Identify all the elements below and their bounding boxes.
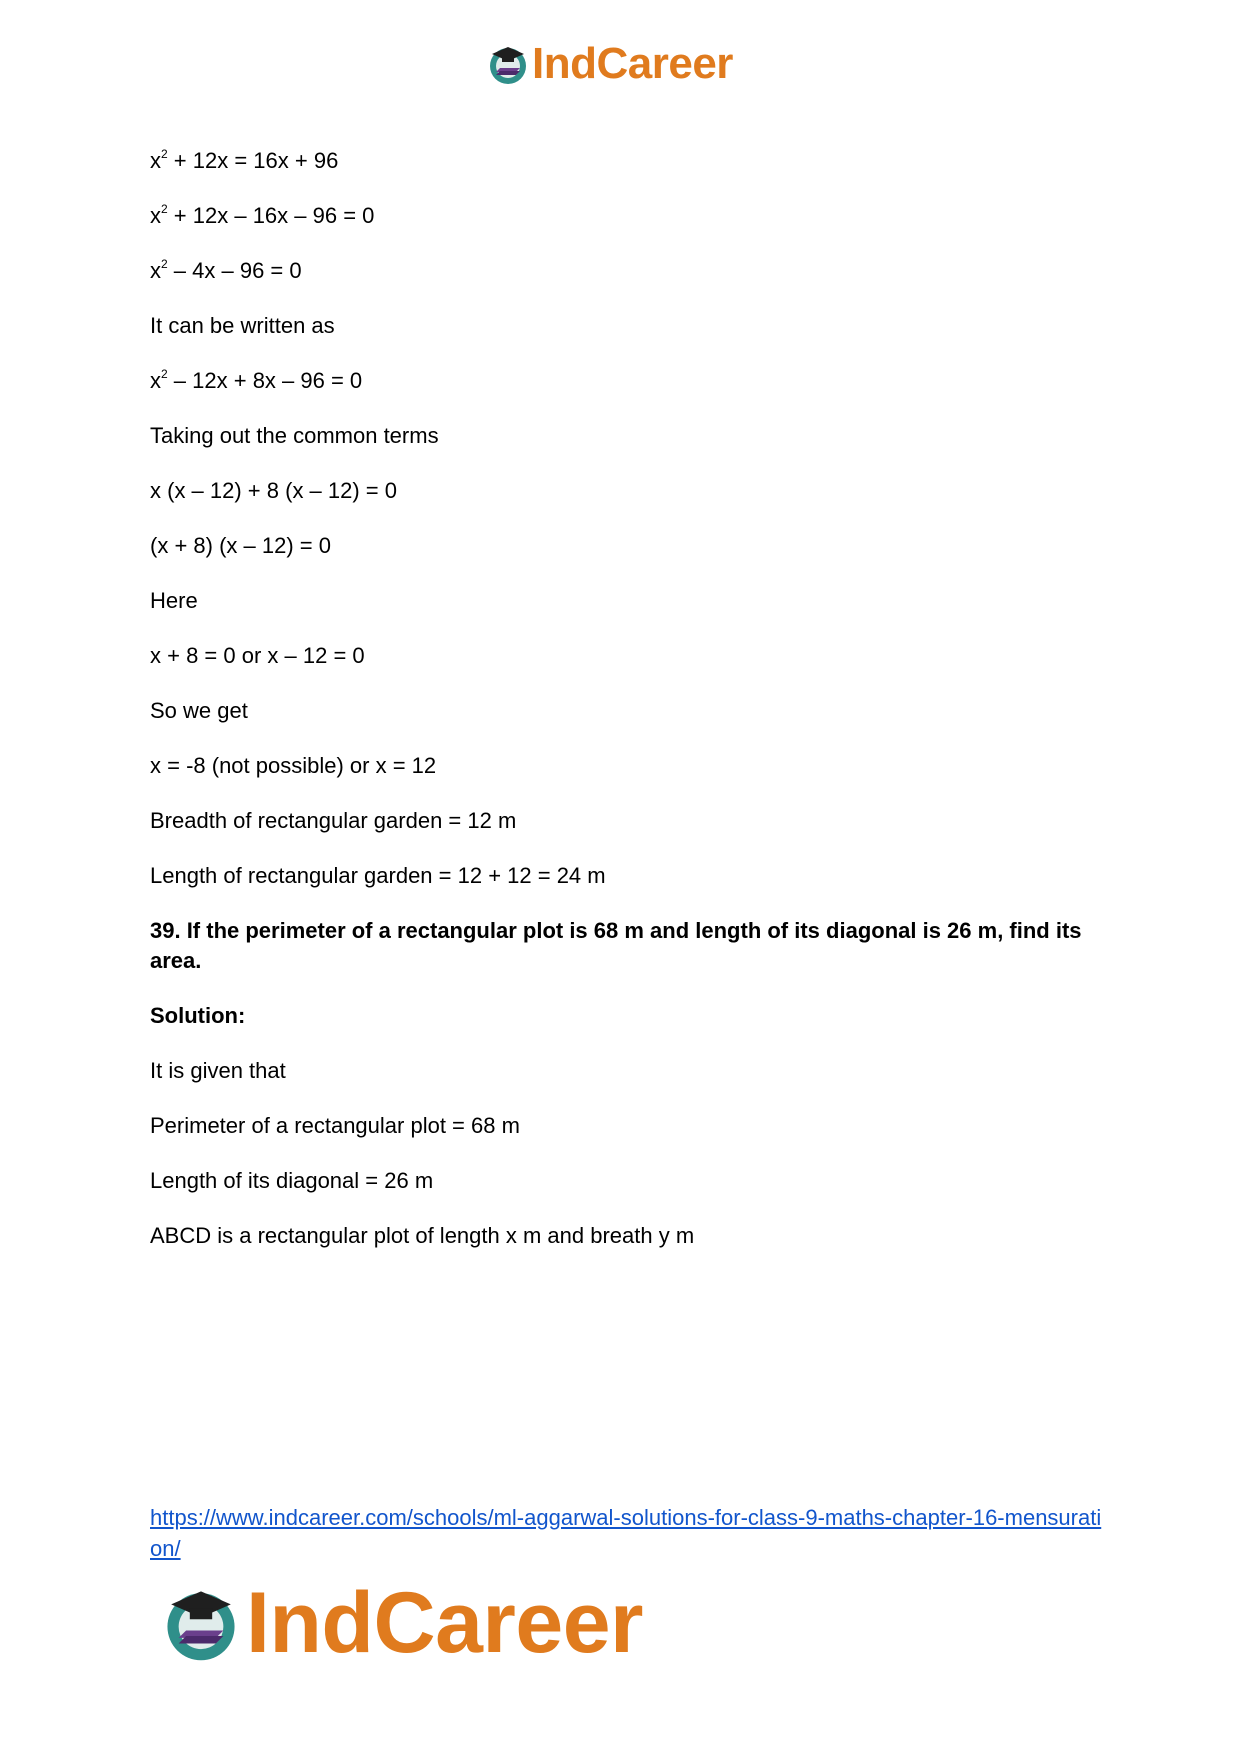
equation-exponent: 2 bbox=[161, 256, 168, 271]
equation-exponent: 2 bbox=[161, 146, 168, 161]
working-line: Length of rectangular garden = 12 + 12 = 24 m bbox=[150, 863, 606, 888]
working-line: x + 8 = 0 or x – 12 = 0 bbox=[150, 643, 365, 668]
brand-wordmark: IndCareer bbox=[532, 39, 733, 88]
footer-link-container bbox=[150, 1502, 1110, 1564]
indcareer-logo-footer bbox=[160, 1574, 643, 1671]
working-line: x = -8 (not possible) or x = 12 bbox=[150, 753, 437, 778]
solution-line: ABCD is a rectangular plot of length x m and breath y m bbox=[150, 1223, 695, 1248]
source-url-link[interactable]: https://www.indcareer.com/schools/ml-aggarwal-solutions-for-class-9-maths-chapter-16-mensuration/ bbox=[150, 1505, 1102, 1561]
equation-rest: + 12x = 16x + 96 bbox=[167, 148, 339, 173]
working-line: It can be written as bbox=[150, 313, 335, 338]
solution-lines bbox=[150, 1056, 1100, 1251]
equation-rest: + 12x – 16x – 96 = 0 bbox=[167, 203, 375, 228]
working-lines bbox=[150, 146, 1100, 891]
brand-wordmark: IndCareer bbox=[246, 1574, 643, 1671]
equation-base: x bbox=[150, 258, 161, 283]
equation-rest: – 4x – 96 = 0 bbox=[167, 258, 302, 283]
graduation-cap-book-icon bbox=[486, 42, 530, 86]
working-line: (x + 8) (x – 12) = 0 bbox=[150, 533, 331, 558]
working-line bbox=[150, 366, 1100, 396]
working-line bbox=[150, 146, 1100, 176]
equation-base: x bbox=[150, 148, 161, 173]
working-line: Here bbox=[150, 588, 198, 613]
working-line: Breadth of rectangular garden = 12 m bbox=[150, 808, 517, 833]
graduation-cap-book-icon bbox=[160, 1582, 242, 1664]
equation-base: x bbox=[150, 203, 161, 228]
working-line bbox=[150, 201, 1100, 231]
solution-label: Solution: bbox=[150, 1003, 246, 1028]
working-line: x (x – 12) + 8 (x – 12) = 0 bbox=[150, 478, 398, 503]
solution-line: Perimeter of a rectangular plot = 68 m bbox=[150, 1113, 520, 1138]
equation-exponent: 2 bbox=[161, 201, 168, 216]
solution-line: It is given that bbox=[150, 1058, 286, 1083]
solution-line: Length of its diagonal = 26 m bbox=[150, 1168, 434, 1193]
working-line: Taking out the common terms bbox=[150, 423, 439, 448]
equation-rest: – 12x + 8x – 96 = 0 bbox=[167, 368, 363, 393]
question-heading: 39. If the perimeter of a rectangular plot is 68 m and length of its diagonal is 26 m, find its area. bbox=[150, 918, 1082, 973]
working-line: So we get bbox=[150, 698, 248, 723]
solution-content bbox=[150, 146, 1100, 1276]
equation-exponent: 2 bbox=[161, 366, 168, 381]
equation-base: x bbox=[150, 368, 161, 393]
indcareer-logo-header bbox=[486, 40, 733, 88]
working-line bbox=[150, 256, 1100, 286]
